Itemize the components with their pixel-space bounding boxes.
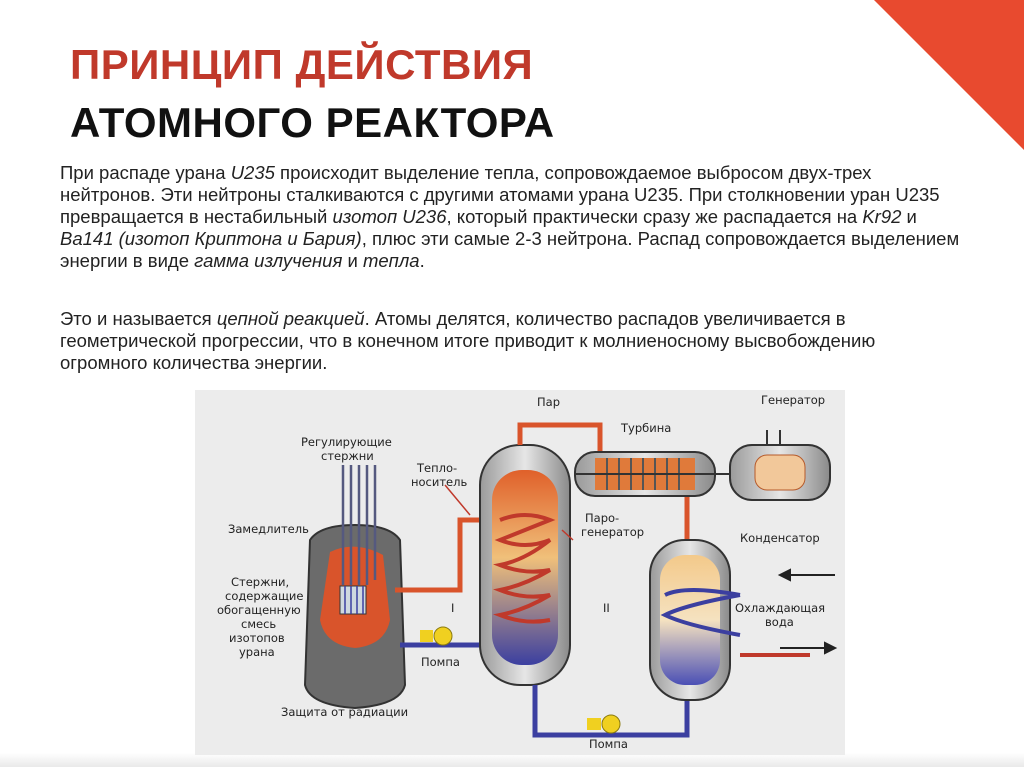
- paragraph-fission: [60, 162, 960, 272]
- label-cooling-water-1: Охлаждающая: [735, 601, 826, 615]
- steam-generator: [480, 445, 570, 685]
- text-italic: изотоп U236: [332, 206, 447, 227]
- label-turbine: Турбина: [621, 421, 672, 435]
- text: , который практически сразу же распадается на: [446, 206, 863, 227]
- text: Это и называется: [60, 308, 217, 329]
- label-steam-gen-1: Паро-: [585, 511, 620, 525]
- label-circuit-1: I: [451, 601, 455, 615]
- pump-primary: [420, 627, 452, 645]
- generator: [730, 430, 830, 500]
- label-fuel-rods-4: смесь: [241, 617, 277, 631]
- text-italic: гамма излучения: [194, 250, 343, 271]
- text-italic: тепла: [362, 250, 420, 271]
- text: происходит выделение тепла, сопровождаемое выбросом двух-трех нейтронов. Эти нейтроны сталкиваются с другими атомами урана U235. При столкновении уран U235 превращается в нестабильный: [60, 162, 940, 227]
- label-radiation-shield: Защита от радиации: [281, 705, 409, 719]
- label-steam-gen-2: генератор: [581, 525, 645, 539]
- label-generator: Генератор: [761, 393, 826, 407]
- text-italic: Ba141 (изотоп Криптона и Бария): [60, 228, 362, 249]
- label-fuel-rods-5: изотопов: [229, 631, 285, 645]
- reactor-vessel: [305, 525, 405, 708]
- label-steam: Пар: [537, 395, 560, 409]
- text: и: [901, 206, 917, 227]
- title-line-1: ПРИНЦИП ДЕЙСТВИЯ: [70, 41, 534, 88]
- label-pump-primary: Помпа: [421, 655, 460, 669]
- primary-loop-pipes: [395, 520, 483, 645]
- text-italic: U235: [230, 162, 275, 183]
- corner-accent: [874, 0, 1024, 150]
- label-condenser: Конденсатор: [740, 531, 820, 545]
- label-moderator: Замедлитель: [228, 522, 309, 536]
- slide-title: [70, 36, 555, 152]
- label-coolant-2: носитель: [411, 475, 468, 489]
- label-circuit-2: II: [603, 601, 610, 615]
- text-italic: цепной реакцией: [216, 308, 365, 329]
- text: , плюс эти самые 2-3 нейтрона. Распад сопровождается выделением энергии в виде: [60, 228, 960, 271]
- label-fuel-rods-3: обогащенную: [217, 603, 301, 617]
- pump-secondary: [587, 715, 620, 733]
- reactor-diagram: [195, 390, 845, 755]
- text: При распаде урана: [60, 162, 231, 183]
- label-fuel-rods-2: содержащие: [225, 589, 304, 603]
- slide-bottom-edge: [0, 753, 1024, 767]
- label-fuel-rods-1: Стержни,: [231, 575, 290, 589]
- label-control-rods-1: Регулирующие: [301, 435, 392, 449]
- text-italic: Kr92: [862, 206, 902, 227]
- label-pump-secondary: Помпа: [589, 737, 628, 751]
- turbine: [575, 452, 735, 496]
- label-control-rods-2: стержни: [321, 449, 374, 463]
- text: . Атомы делятся, количество распадов увеличивается в геометрической прогрессии, что в конечном итоге приводит к молниеносному высвобождению огромного количества энергии.: [60, 308, 876, 373]
- label-fuel-rods-6: урана: [239, 645, 275, 659]
- label-cooling-water-2: вода: [765, 615, 794, 629]
- title-line-2: АТОМНОГО РЕАКТОРА: [70, 99, 555, 146]
- paragraph-chain-reaction: [60, 308, 960, 374]
- text: .: [419, 250, 425, 271]
- text: и: [342, 250, 363, 271]
- label-coolant-1: Тепло-: [417, 461, 458, 475]
